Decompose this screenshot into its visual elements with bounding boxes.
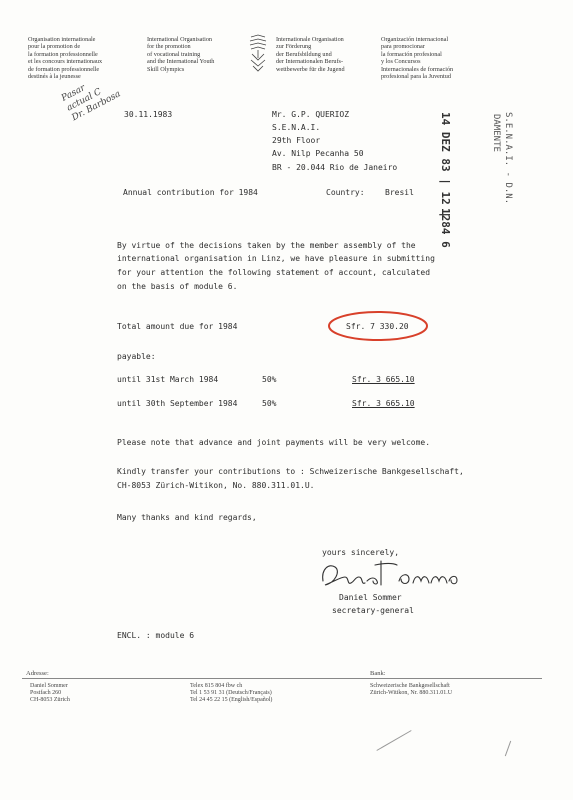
letterhead-french: Organisation internationale pour la promotion de la formation professionnelle et les concours internationaux de formation professionnelle destinés à la jeunesse — [28, 36, 103, 81]
body-line-3: for your attention the following statement of account, calculated — [117, 268, 431, 277]
recipient-line-4: Av. Nilp Pecanha 50 — [272, 149, 364, 158]
letterhead-german: Internationale Organisation zur Förderung der Berufsbildung und der Internationalen Berufs- wettbewerbe für die Jugend — [276, 36, 345, 73]
total-amount: Sfr. 7 330.20 — [346, 322, 409, 331]
body-line-1: By virtue of the decisions taken by the member assembly of the — [117, 241, 416, 250]
scan-mark — [505, 741, 511, 756]
recipient-line-1: Mr. G.P. QUERIOZ — [272, 110, 350, 119]
thanks-line: Many thanks and kind regards, — [117, 513, 257, 522]
footer-address: Daniel Sommer Postfach 260 CH-8053 Zürich — [30, 683, 70, 704]
country-value: Bresil — [385, 188, 414, 197]
transfer-line-1: Kindly transfer your contributions to : Schweizerische Bankgesellschaft, — [117, 467, 464, 476]
footer-bank-label: Bank: — [370, 670, 386, 677]
signer-title: secretary-general — [332, 606, 414, 615]
advance-payments-note: Please note that advance and joint payments will be very welcome. — [117, 438, 431, 447]
body-line-4: on the basis of module 6. — [117, 282, 238, 291]
stamp-date: 14 DEZ 83 | 12 | — [439, 112, 452, 218]
footer-divider — [22, 678, 542, 679]
payable-label: payable: — [117, 352, 156, 361]
body-line-2: international organisation in Linz, we have pleasure in submitting — [117, 254, 435, 263]
footer-telex: Telex 815 804 fbw ch Tel 1 53 91 31 (Deutsch/Français) Tel 24 45 22 15 (English/Español) — [190, 683, 273, 704]
payment-1-amount: Sfr. 3 665.10 — [352, 375, 415, 384]
signer-name: Daniel Sommer — [339, 593, 402, 602]
closing-line: yours sincerely, — [322, 548, 400, 557]
handwritten-note: Pasar actual C Dr. Barbosa — [60, 83, 123, 124]
enclosure-line: ENCL. : module 6 — [117, 631, 195, 640]
total-label: Total amount due for 1984 — [117, 322, 238, 331]
subject-line: Annual contribution for 1984 — [123, 188, 258, 197]
receipt-stamp — [430, 108, 520, 253]
transfer-line-2: CH-8053 Zürich-Witikon, No. 880.311.01.U. — [117, 481, 315, 490]
footer-address-label: Adresse: — [26, 670, 49, 677]
handwritten-signature — [315, 555, 465, 595]
payment-1-label: until 31st March 1984 — [117, 375, 219, 384]
recipient-line-5: BR - 20.044 Rio de Janeiro — [272, 163, 398, 172]
payment-2-amount: Sfr. 3 665.10 — [352, 399, 415, 408]
stamp-dept: DAMENTE — [491, 114, 501, 152]
stamp-org: S.E.N.A.I. - D.N. — [503, 112, 513, 205]
payment-1-percent: 50% — [262, 375, 277, 384]
letterhead-english: International Organisation for the promotion of vocational training and the International Youth Skill Olympics — [147, 36, 215, 73]
payment-2-label: until 30th September 1984 — [117, 399, 238, 408]
footer-bank: Schweizerische Bankgesellschaft Zürich-Witikon, Nr. 880.311.01.U — [370, 683, 453, 697]
letterhead-spanish: Organización internacional para promocionar la formación profesional y los Concursos Internacionales de formación profesional para la Juventud — [381, 36, 454, 81]
stamp-number: 1284 6 — [439, 208, 452, 248]
scan-mark — [376, 730, 411, 751]
letter-date: 30.11.1983 — [124, 110, 173, 119]
organisation-emblem-icon — [247, 34, 269, 74]
country-label: Country: — [326, 188, 365, 197]
recipient-line-3: 29th Floor — [272, 136, 321, 145]
payment-2-percent: 50% — [262, 399, 277, 408]
recipient-line-2: S.E.N.A.I. — [272, 123, 321, 132]
